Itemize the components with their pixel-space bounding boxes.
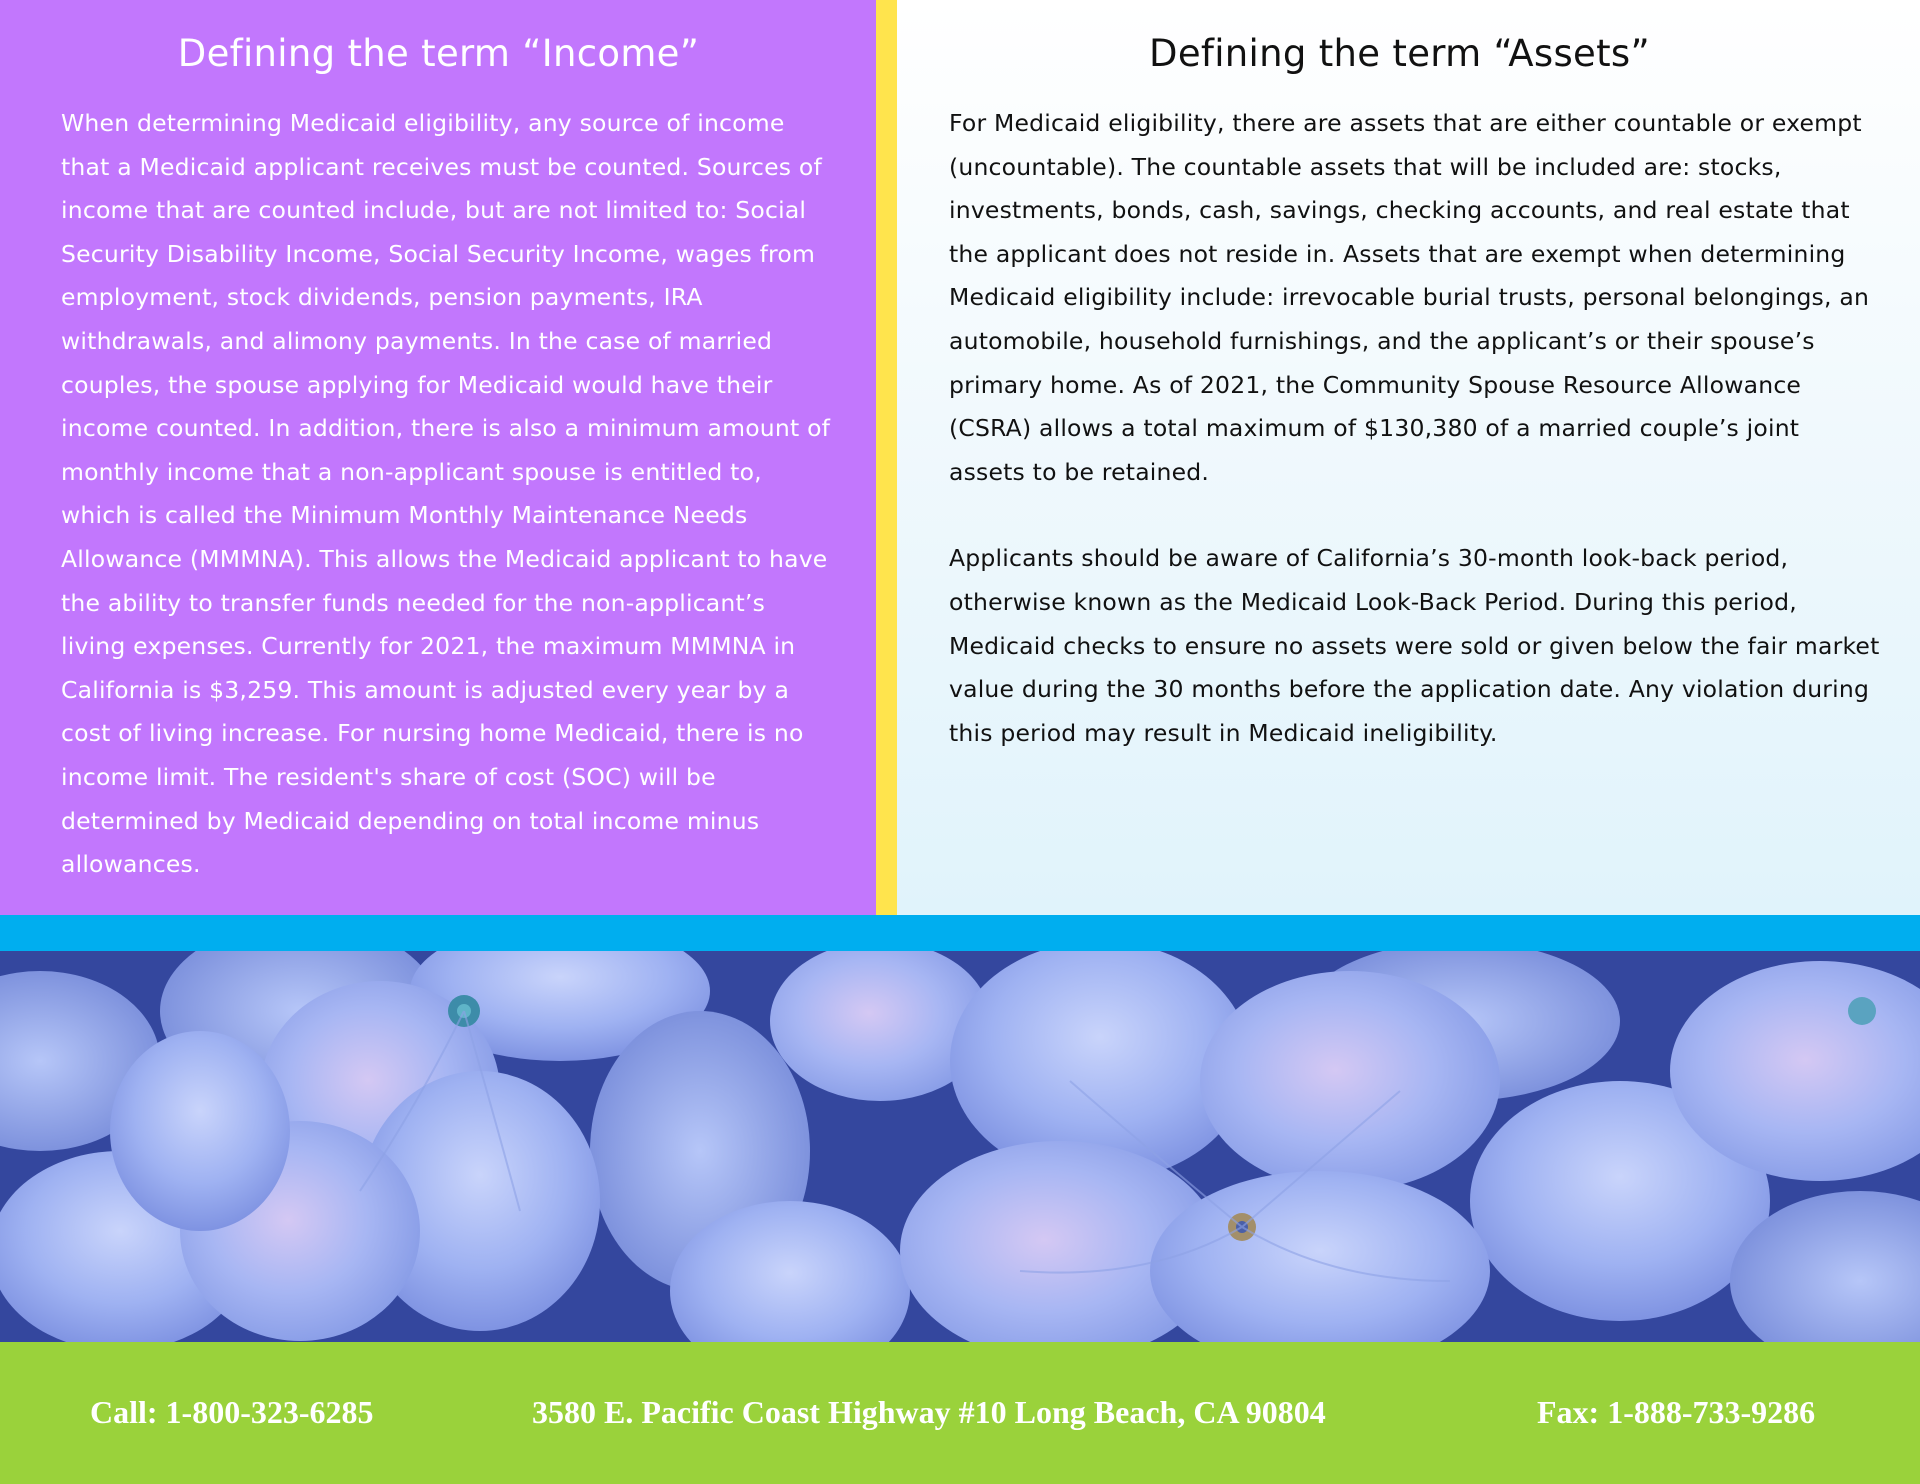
yellow-divider (876, 0, 897, 915)
assets-paragraph-2: Applicants should be aware of California’s 30-month look-back period, otherwise known as the Medicaid Look-Back Period. During this period, Medicaid checks to ensure no assets were sold or given below the fair market value during the 30 months before the application date. Any violation during this period may result in Medicaid ineligibility. (949, 544, 1880, 747)
income-title: Defining the term “Income” (177, 32, 700, 75)
phone-number[interactable]: Call: 1-800-323-6285 (90, 1394, 374, 1430)
hydrangea-photo (0, 951, 1920, 1342)
contact-footer (0, 1342, 1920, 1484)
office-address: 3580 E. Pacific Coast Highway #10 Long Beach, CA 90804 (532, 1394, 1326, 1430)
assets-panel (897, 0, 1920, 915)
income-panel (0, 0, 876, 915)
income-body: When determining Medicaid eligibility, any source of income that a Medicaid applicant receives must be counted. Sources of income that are counted include, but are not limited to: Social Security Disability Income, Social Security Income, wages from employment, stock dividends, pension payments, IRA withdrawals, and alimony payments. In the case of married couples, the spouse applying for Medicaid would have their income counted. In addition, there is also a minimum amount of monthly income that a non-applicant spouse is entitled to, which is called the Minimum Monthly Maintenance Needs Allowance (MMMNA). This allows the Medicaid applicant to have the ability to transfer funds needed for the non-applicant’s living expenses. Currently for 2021, the maximum MMMNA in California is $3,259. This amount is adjusted every year by a cost of living increase. For nursing home Medicaid, there is no income limit. The resident's share of cost (SOC) will be determined by Medicaid depending on total income minus allowances. (61, 109, 831, 879)
assets-paragraph-1: For Medicaid eligibility, there are assets that are either countable or exempt (uncountable). The countable assets that will be included are: stocks, investments, bonds, cash, savings, checking accounts, and real estate that the applicant does not reside in. Assets that are exempt when determining Medicaid eligibility include: irrevocable burial trusts, personal belongings, an automobile, household furnishings, and the applicant’s or their spouse’s primary home. As of 2021, the Community Spouse Resource Allowance (CSRA) allows a total maximum of $130,380 of a married couple’s joint assets to be retained. (949, 109, 1870, 486)
hydrangea-illustration (0, 951, 1920, 1342)
fax-number: Fax: 1-888-733-9286 (1537, 1394, 1816, 1430)
cyan-band (0, 915, 1920, 951)
assets-title: Defining the term “Assets” (1149, 32, 1650, 75)
